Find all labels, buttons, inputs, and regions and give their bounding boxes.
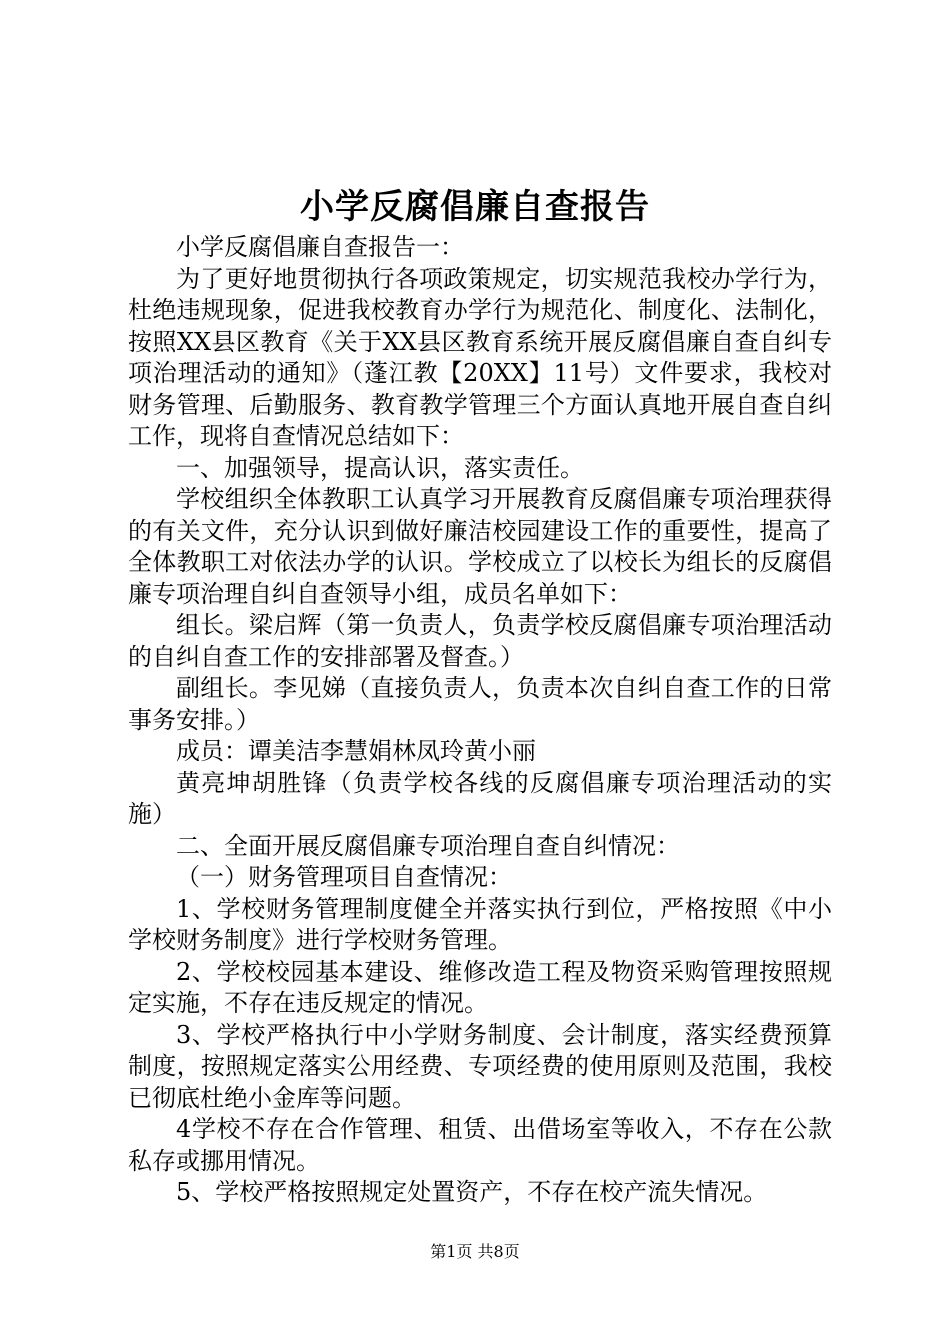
list-item-finance-4: 4学校不存在合作管理、租赁、出借场室等收入，不存在公款私存或挪用情况。 [128, 1115, 832, 1175]
paragraph-members-continued: 黄亮坤胡胜锋（负责学校各线的反腐倡廉专项治理活动的实施） [128, 768, 832, 828]
section-heading-leadership: 一、加强领导，提高认识，落实责任。 [176, 453, 584, 482]
paragraph-members: 成员：谭美洁李慧娟林凤玲黄小丽 [176, 737, 536, 765]
paragraph-intro: 为了更好地贯彻执行各项政策规定，切实规范我校办学行为，杜绝违规现象，促进我校教育办学行为规范化、制度化、法制化，按照XX县区教育《关于XX县区教育系统开展反腐倡廉自查自纠专项治理活动的通知》（蓬江教【20XX】11号）文件要求，我校对财务管理、后勤服务、教育教学管理三个方面认真地开展自查自纠工作，现将自查情况总结如下： [128, 264, 832, 450]
list-item-finance-1: 1、学校财务管理制度健全并落实执行到位，严格按照《中小学校财务制度》进行学校财务管理。 [128, 894, 832, 954]
document-title: 小学反腐倡廉自查报告 [300, 187, 650, 227]
paragraph-leadership: 学校组织全体教职工认真学习开展教育反腐倡廉专项治理获得的有关文件，充分认识到做好廉洁校园建设工作的重要性，提高了全体教职工对依法办学的认识。学校成立了以校长为组长的反腐倡廉专项治理自纠自查领导小组，成员名单如下： [128, 485, 832, 608]
document-body [128, 232, 832, 1209]
section-heading-self-check: 二、全面开展反腐倡廉专项治理自查自纠情况： [176, 831, 680, 860]
subsection-heading-finance: （一）财务管理项目自查情况： [176, 863, 512, 891]
paragraph-group-leader: 组长。梁启辉（第一负责人，负责学校反腐倡廉专项治理活动的自纠自查工作的安排部署及督查。） [128, 611, 832, 671]
list-item-finance-3: 3、学校严格执行中小学财务制度、会计制度，落实经费预算制度，按照规定落实公用经费、专项经费的使用原则及范围，我校已彻底杜绝小金库等问题。 [128, 1020, 832, 1112]
list-item-finance-5: 5、学校严格按照规定处置资产，不存在校产流失情况。 [176, 1178, 768, 1206]
page-footer: 第1页 共8页 [430, 1242, 520, 1261]
paragraph-heading-intro: 小学反腐倡廉自查报告一： [176, 233, 464, 261]
list-item-finance-2: 2、学校校园基本建设、维修改造工程及物资采购管理按照规定实施，不存在违反规定的情况。 [128, 957, 832, 1017]
paragraph-deputy-leader: 副组长。李见娣（直接负责人，负责本次自纠自查工作的日常事务安排。） [128, 674, 832, 734]
